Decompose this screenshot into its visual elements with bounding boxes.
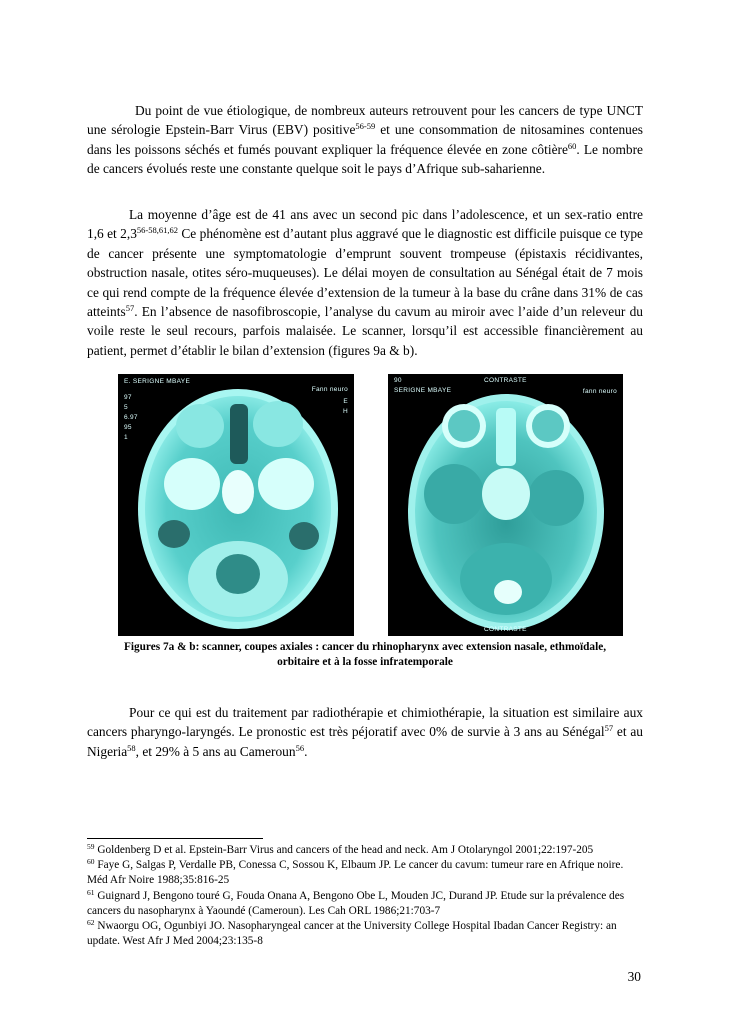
scan-a-param: 95 bbox=[124, 424, 132, 431]
mastoid-left bbox=[158, 520, 190, 548]
mastoid-right bbox=[289, 522, 319, 550]
nasal-cavity bbox=[230, 404, 248, 464]
orbit-left bbox=[176, 404, 224, 448]
citation-ref: 60 bbox=[567, 140, 577, 151]
temporal-left bbox=[424, 464, 484, 524]
footnote: $^{62}$ Nwaorgu OG, Ogunbiyi JO. Nasopharyngeal cancer at the University College Hospital Ibadan Cancer Registry: an update. West Afr J Med 2004;23:135-8 bbox=[87, 918, 617, 948]
scan-b-number: 90 bbox=[394, 377, 402, 384]
brainstem bbox=[216, 554, 260, 594]
ct-scan-figure-a bbox=[118, 374, 354, 636]
footnote: $^{60}$ Faye G, Salgas P, Verdalle PB, Conessa C, Sossou K, Elbaum JP. Le cancer du cavum: tumeur rare en Afrique noire. Méd Afr Noire 1988;35:816-25 bbox=[87, 857, 624, 887]
scan-a-marker: E bbox=[343, 398, 348, 405]
citation-ref: 57 bbox=[604, 723, 614, 734]
scan-a-param: 1 bbox=[124, 434, 128, 441]
paragraph-epidemiology: La moyenne d’âge est de 41 ans avec un second pic dans l’adolescence, et un sex-ratio entre 1,6 et 2,3$^{56-58,61,62}$ Ce phénomène est d’autant plus aggravé que le diagnostic est difficile puisque ce type de cancer présente une symptomatologie d’emprunt souvent trompeuse (épistaxis récidivantes, obstruction nasale, otites séro-muqueuses). Le délai moyen de consultation au Sénégal était de 7 mois ce qui rend compte de la fréquence élevée d’extension de la tumeur à la base du crâne dans 31% de cas atteints$^{57}$. En l’absence de nasofibroscopie, l’analyse du cavum au miroir avec l’aide d’un releveur du voile reste le seul recours, parfois malaisée. Le scanner, lorsqu’il est accessible financièrement au patient, permet d’établir le bilan d’extension (figures 9a & b). bbox=[87, 207, 643, 358]
citation-ref: 56-58,61,62 bbox=[136, 225, 178, 236]
scan-a-param: 5 bbox=[124, 404, 128, 411]
footnotes bbox=[87, 843, 643, 949]
clivus bbox=[222, 470, 254, 514]
caption-line-1: Figures 7a & b: scanner, coupes axiales : cancer du rhinopharynx avec extension nasale, ethmoïdale, bbox=[123, 641, 607, 653]
footnote: $^{59}$ Goldenberg D et al. Epstein-Barr Virus and cancers of the head and neck. Am J Otolaryngol 2001;22:197-205 bbox=[87, 842, 594, 856]
citation-ref: 57 bbox=[125, 303, 135, 314]
ct-scan-b-image bbox=[388, 374, 623, 636]
figure-caption bbox=[87, 640, 643, 670]
scan-a-param: 6.97 bbox=[124, 414, 138, 421]
scan-b-contrast-bottom: CONTRASTE bbox=[484, 626, 527, 633]
scan-a-marker: H bbox=[343, 408, 348, 415]
ethmoid-region bbox=[496, 408, 516, 466]
globe-right-inner bbox=[532, 410, 564, 442]
citation-ref: 58 bbox=[127, 742, 136, 753]
orbit-right bbox=[253, 401, 303, 447]
citation-ref: 56-59 bbox=[355, 121, 376, 132]
footnote: $^{61}$ Guignard J, Bengono touré G, Fouda Onana A, Bengono Obe L, Mouden JC, Durand JP. Etude sur la prévalence des cancers du nasopharynx à Yaoundé (Cameroun). Les Cah ORL 1986;21:703-7 bbox=[87, 887, 625, 917]
ct-scan-figure-b bbox=[388, 374, 623, 636]
occipital-protuberance bbox=[494, 580, 522, 604]
scan-b-patient-label: SERIGNE MBAYE bbox=[394, 387, 452, 394]
nasopharynx-mass bbox=[482, 468, 530, 520]
scan-a-param: 97 bbox=[124, 394, 132, 401]
scan-a-hospital: Fann neuro bbox=[311, 386, 348, 393]
paragraph-etiology: Du point de vue étiologique, de nombreux auteurs retrouvent pour les cancers de type UNCT une sérologie Epstein-Barr Virus (EBV) positive$^{56-59}$ et une consommation de nitosamines contenues dans les poissons séchés et fumés pouvant expliquer la fréquence élevée en zone côtière$^{60}$. Le nombre de cancers évolués reste une constante quelque soit le pays d’Afrique sub-saharienne. bbox=[87, 103, 644, 177]
caption-line-2: orbitaire et à la fosse infratemporale bbox=[277, 656, 453, 668]
scan-a-patient-label: E. SERIGNE MBAYE bbox=[124, 378, 191, 385]
temporal-right bbox=[528, 470, 584, 526]
petrous-left bbox=[164, 458, 220, 510]
paragraph-treatment: Pour ce qui est du traitement par radiothérapie et chimiothérapie, la situation est similaire aux cancers pharyngo-laryngés. Le pronostic est très péjoratif avec 0% de survie à 3 ans au Sénégal$^{57}$ et au Nigeria$^{58}$, et 29% à 5 ans au Cameroun$^{56}$. bbox=[87, 705, 643, 759]
scan-b-hospital: fann neuro bbox=[582, 388, 617, 395]
globe-left-inner bbox=[448, 410, 480, 442]
cerebellum bbox=[460, 543, 552, 615]
footnote-divider bbox=[87, 838, 263, 839]
scan-b-contrast-top: CONTRASTE bbox=[484, 377, 527, 384]
petrous-right bbox=[258, 458, 314, 510]
citation-ref: 56 bbox=[295, 742, 305, 753]
page-number: 30 bbox=[627, 969, 641, 984]
ct-scan-a-image bbox=[118, 374, 354, 636]
